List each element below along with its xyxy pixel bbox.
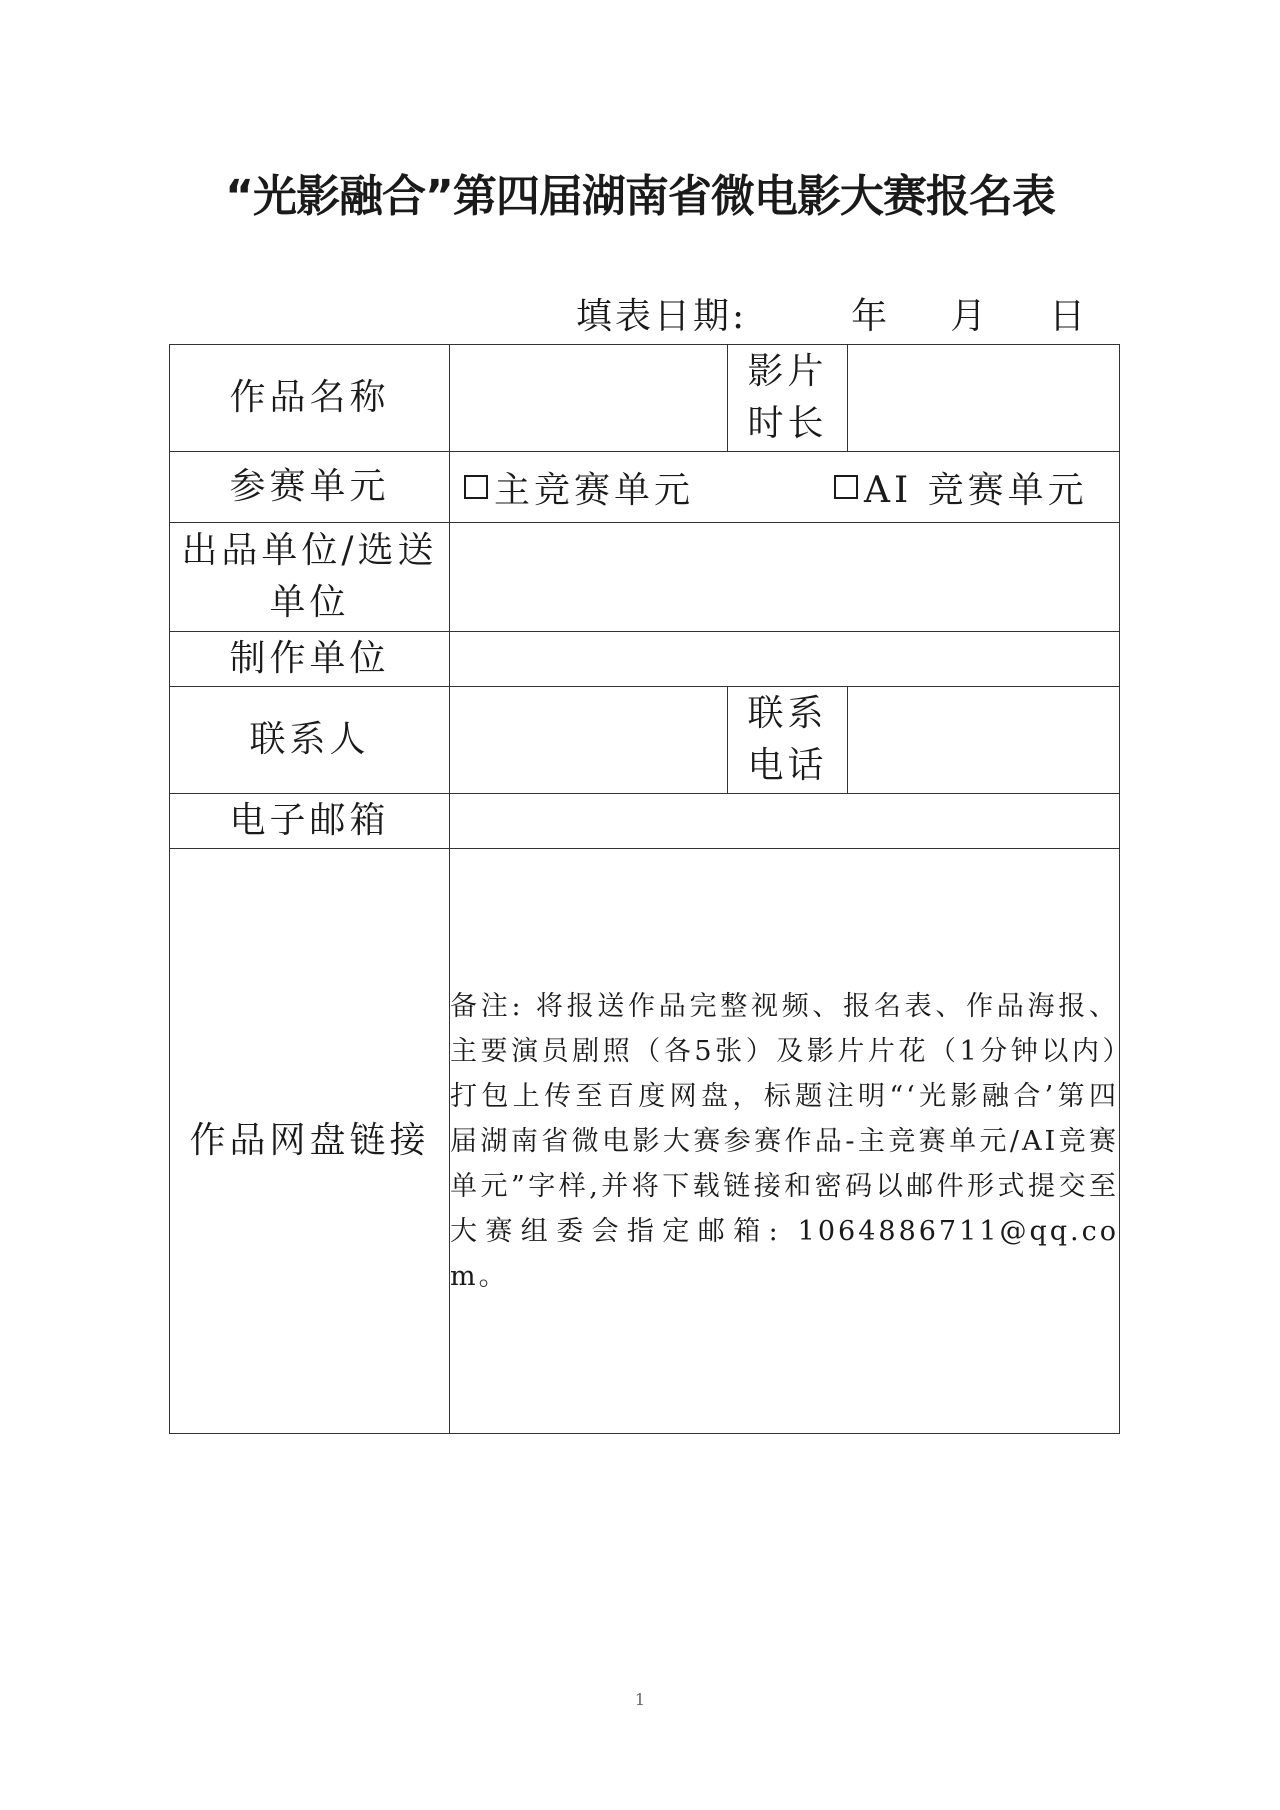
ai-competition-option-label: AI 竞赛单元	[864, 469, 1088, 511]
duration-label-line1: 影片	[747, 351, 828, 392]
email-field[interactable]	[450, 794, 1120, 849]
email-label: 电子邮箱	[170, 794, 450, 849]
production-unit-label: 制作单位	[170, 632, 450, 687]
ai-competition-option[interactable]	[834, 462, 1088, 513]
month-label: 月	[950, 296, 990, 337]
producer-field[interactable]	[450, 523, 1120, 632]
form-title: “光影融合”第四届湖南省微电影大赛报名表	[225, 171, 1055, 222]
duration-field[interactable]	[848, 345, 1120, 452]
main-competition-option-label: 主竞赛单元	[494, 469, 695, 511]
table-row	[170, 632, 1120, 687]
phone-field[interactable]	[848, 687, 1120, 794]
table-row	[170, 523, 1120, 632]
table-row	[170, 794, 1120, 849]
registration-form-table	[169, 344, 1120, 1434]
work-name-label: 作品名称	[170, 345, 450, 452]
unit-category-options	[450, 452, 1120, 523]
ai-competition-checkbox[interactable]	[834, 475, 858, 499]
producer-label-line1: 出品单位/选送	[181, 530, 438, 571]
contact-label: 联系人	[170, 687, 450, 794]
cloud-link-field[interactable]	[450, 849, 1120, 1434]
table-row	[170, 452, 1120, 523]
main-competition-checkbox[interactable]	[464, 475, 488, 499]
contact-field[interactable]	[450, 687, 728, 794]
phone-label-line2: 电话	[747, 745, 828, 786]
table-row	[170, 345, 1120, 452]
producer-label	[170, 523, 450, 632]
production-unit-field[interactable]	[450, 632, 1120, 687]
cloud-link-label: 作品网盘链接	[170, 849, 450, 1434]
main-competition-option[interactable]	[464, 462, 694, 513]
duration-label	[728, 345, 848, 452]
duration-label-line2: 时长	[747, 403, 828, 444]
phone-label	[728, 687, 848, 794]
page-number: 1	[634, 1690, 646, 1709]
fill-date-label: 填表日期:	[576, 296, 748, 337]
day-label: 日	[1049, 296, 1089, 337]
table-row	[170, 687, 1120, 794]
unit-category-label: 参赛单元	[170, 452, 450, 523]
year-label: 年	[851, 296, 891, 337]
phone-label-line1: 联系	[747, 693, 828, 734]
fill-date-line	[576, 288, 1088, 339]
cloud-link-note: 备注: 将报送作品完整视频、报名表、作品海报、主要演员剧照（各5张）及影片片花（1分钟以内）打包上传至百度网盘，标题注明“‘光影融合’第四届湖南省微电影大赛参赛作品-主竞赛单元/AI竞赛单元”字样,并将下载链接和密码以邮件形式提交至大赛组委会指定邮箱: 1064886711@qq.com。	[450, 990, 1119, 1292]
work-name-field[interactable]	[450, 345, 728, 452]
table-row	[170, 849, 1120, 1434]
producer-label-line2: 单位	[269, 582, 350, 623]
